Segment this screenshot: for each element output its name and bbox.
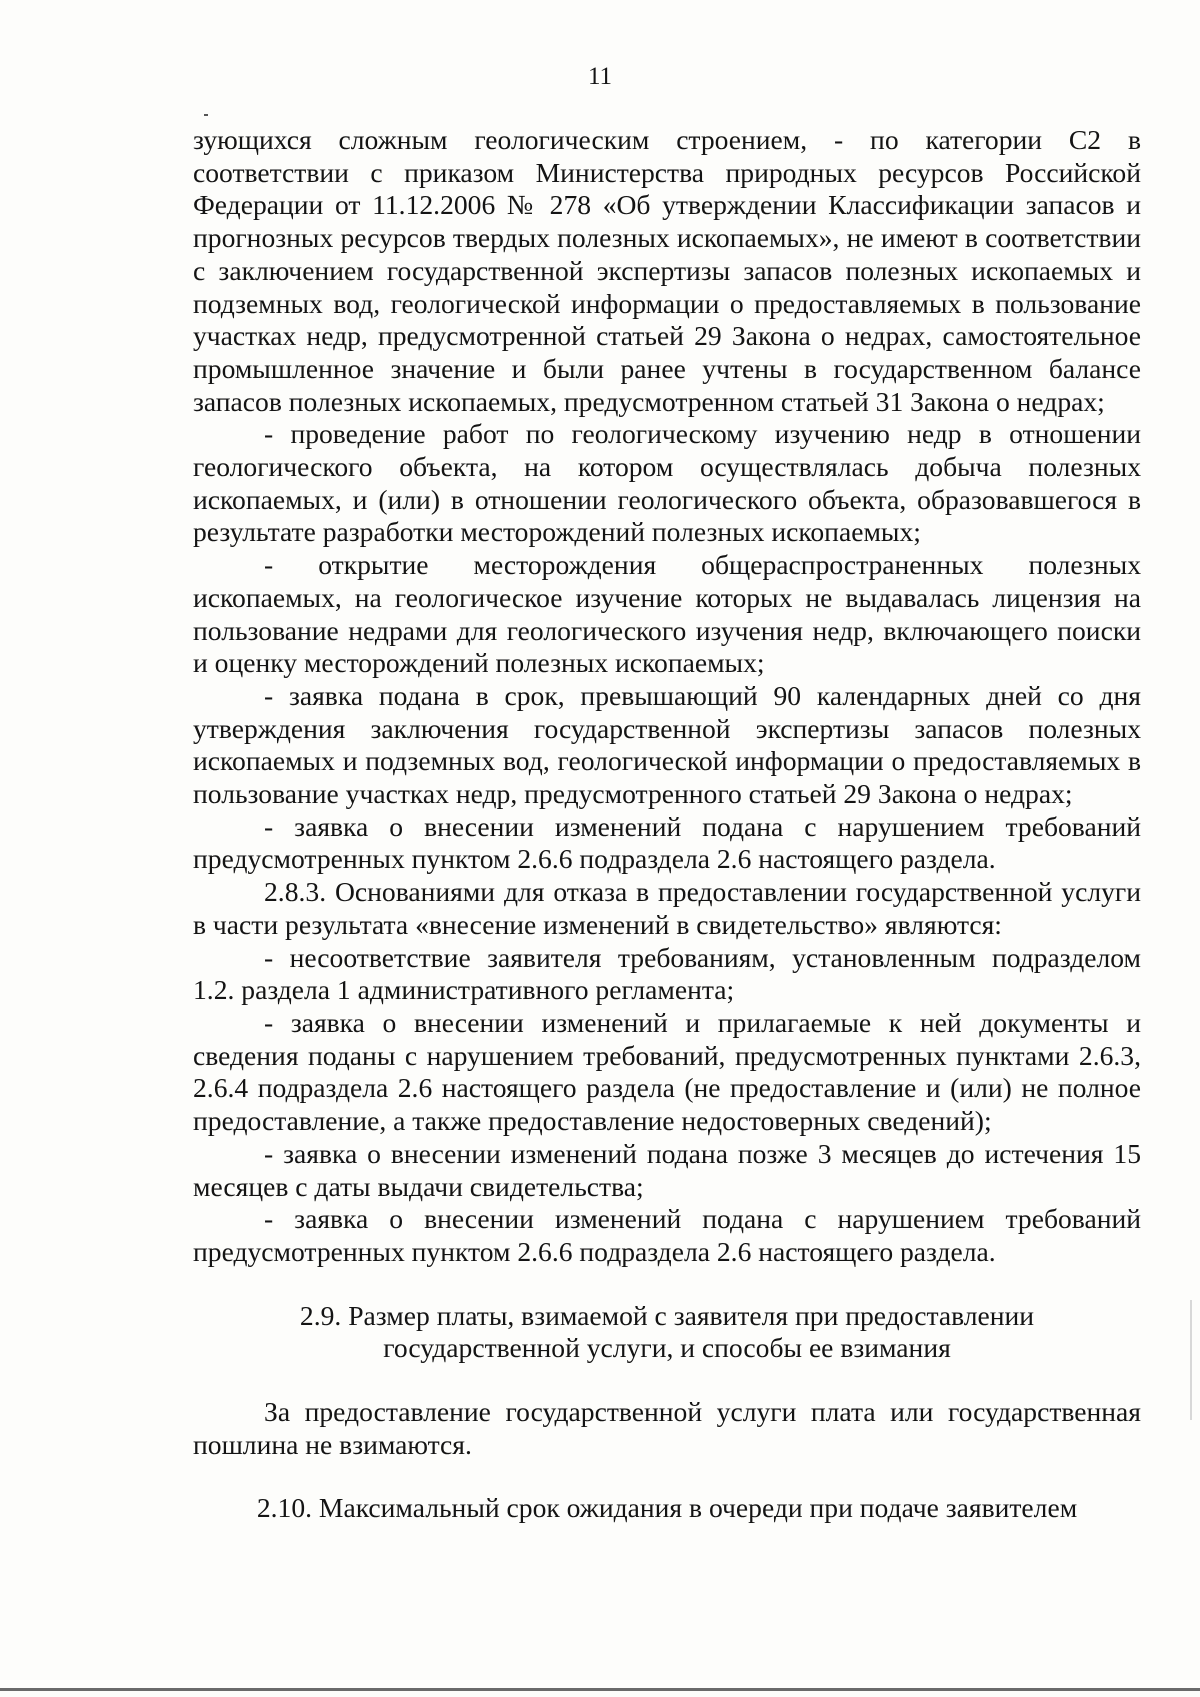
scan-artifact-edge (1190, 1300, 1192, 1420)
paragraph-item: - проведение работ по геологическому изучению недр в отношении геологического объекта, на котором осуществлялась добыча полезных ископаемых, и (или) в отношении геологического объекта, образовавшегося в результате разработки месторождений полезных ископаемых; (193, 418, 1141, 548)
document-body (193, 124, 1141, 1556)
paragraph-continuation: зующихся сложным геологическим строением, - по категории С2 в соответствии с приказом Министерства природных ресурсов Российской Федерации от 11.12.2006 № 278 «Об утверждении Классификации запасов и прогнозных ресурсов твердых полезных ископаемых», не имеют в соответствии с заключением государственной экспертизы запасов полезных ископаемых и подземных вод, геологической информации о предоставляемых в пользование участках недр, предусмотренной статьей 29 Закона о недрах, самостоятельное промышленное значение и были ранее учтены в государственном балансе запасов полезных ископаемых, предусмотренном статьей 31 Закона о недрах; (193, 124, 1141, 417)
paragraph-clause-2-8-3: 2.8.3. Основаниями для отказа в предоставлении государственной услуги в части результата «внесение изменений в свидетельство» являются: (193, 876, 1141, 940)
scan-artifact-dot (204, 114, 208, 116)
page-number: 11 (587, 63, 613, 90)
heading-line: 2.10. Максимальный срок ожидания в очереди при подаче заявителем (256, 1492, 1078, 1524)
section-heading-2-9 (193, 1300, 1141, 1365)
paragraph-item: - несоответствие заявителя требованиям, установленным подразделом 1.2. раздела 1 административного регламента; (193, 941, 1141, 1006)
section-heading-2-10 (193, 1492, 1141, 1525)
scan-artifact-bottom-edge (0, 1688, 1200, 1691)
paragraph-item: - заявка подана в срок, превышающий 90 календарных дней со дня утверждения заключения государственной экспертизы запасов полезных ископаемых и подземных вод, геологической информации о предоставляемых в пользование участках недр, предусмотренного статьей 29 Закона о недрах; (193, 679, 1141, 810)
paragraph-item: - заявка о внесении изменений подана с нарушением требований предусмотренных пунктом 2.6.6 подраздела 2.6 настоящего раздела. (193, 1203, 1141, 1267)
paragraph-item: - заявка о внесении изменений и прилагаемые к ней документы и сведения поданы с нарушением требований, предусмотренных пунктами 2.6.3, 2.6.4 подраздела 2.6 настоящего раздела (не предоставление и (или) не полное предоставление, а также предоставление недостоверных сведений); (193, 1006, 1141, 1137)
paragraph-item: - заявка о внесении изменений подана с нарушением требований предусмотренных пунктом 2.6.6 подраздела 2.6 настоящего раздела. (193, 810, 1141, 875)
paragraph-item: - заявка о внесении изменений подана позже 3 месяцев до истечения 15 месяцев с даты выдачи свидетельства; (193, 1137, 1141, 1202)
paragraph-fee: За предоставление государственной услуги плата или государственная пошлина не взимаются. (193, 1396, 1141, 1460)
heading-line: государственной услуги, и способы ее взимания (383, 1332, 951, 1364)
heading-line: 2.9. Размер платы, взимаемой с заявителя при предоставлении (299, 1299, 1035, 1331)
paragraph-item: - открытие месторождения общераспространенных полезных ископаемых, на геологическое изучение которых не выдавалась лицензия на пользование недрами для геологического изучения недр, включающего поиски и оценку месторождений полезных ископаемых; (193, 549, 1141, 679)
